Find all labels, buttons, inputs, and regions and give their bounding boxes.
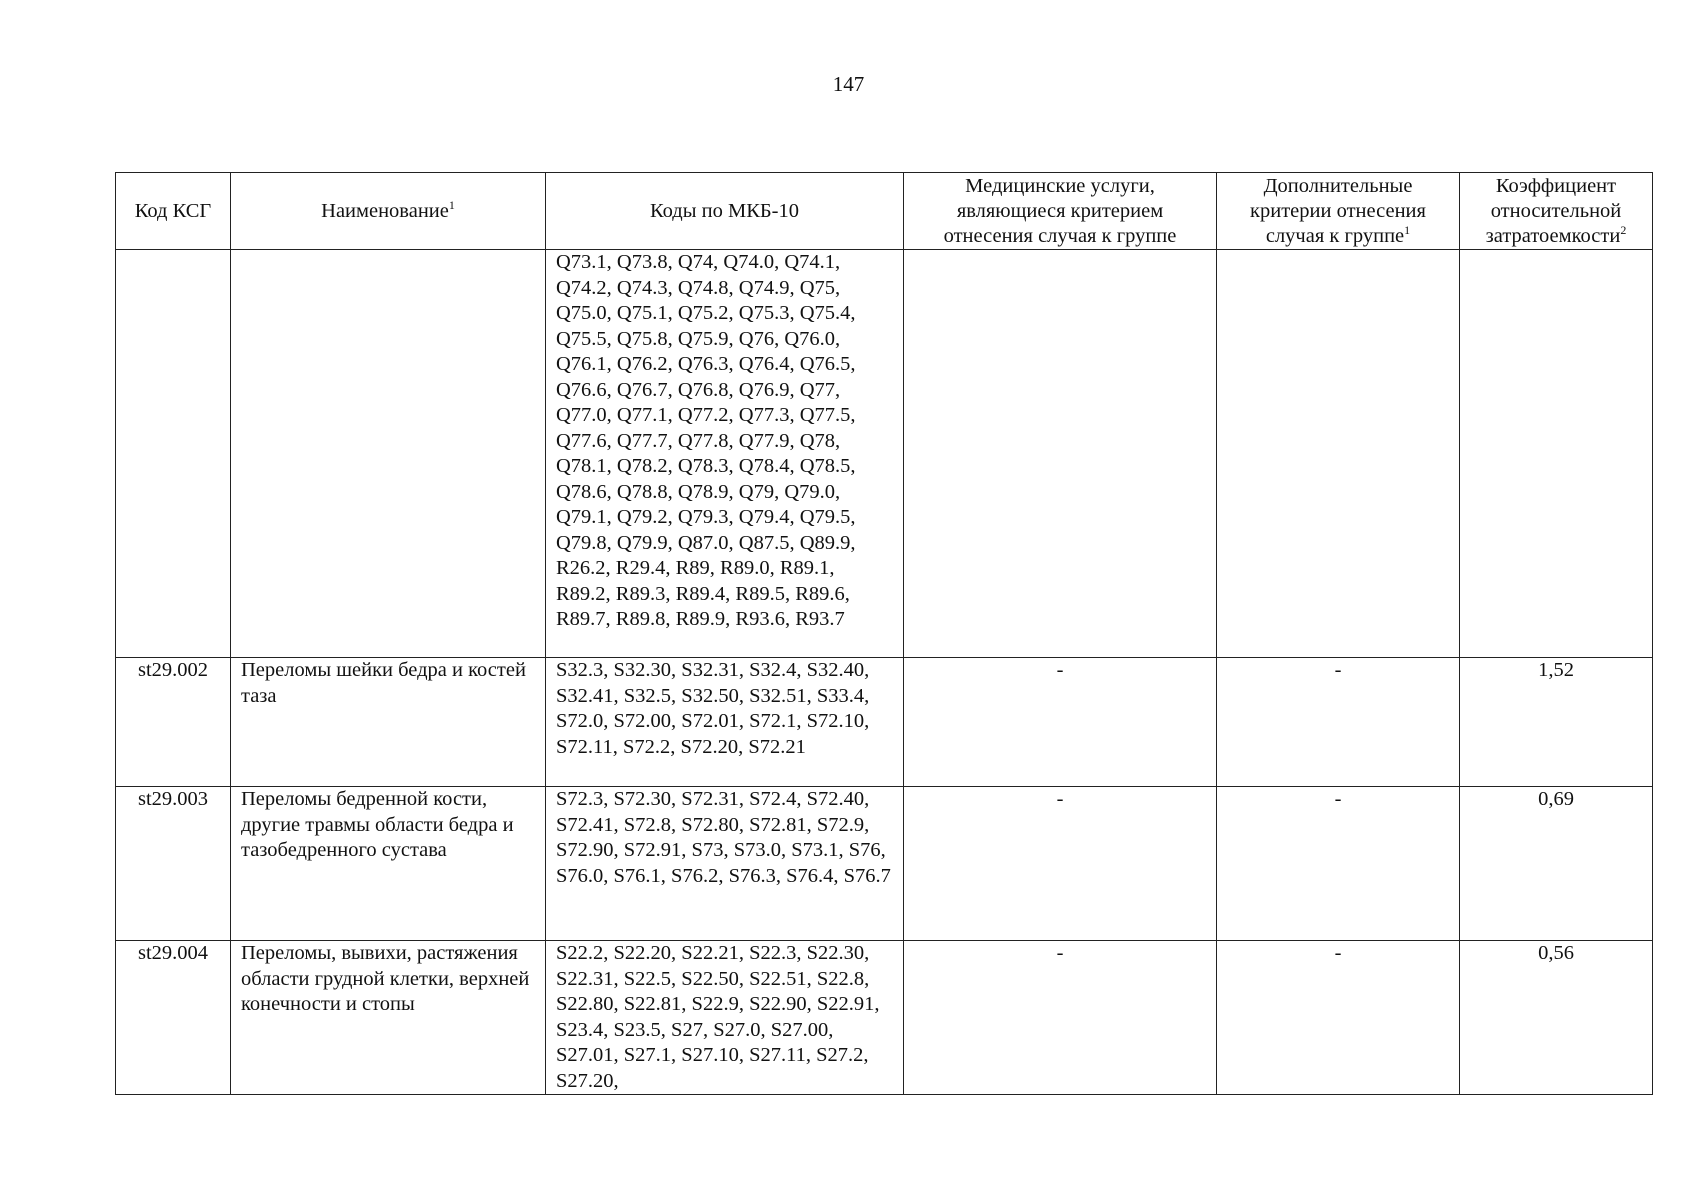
services-cell (904, 250, 1217, 658)
header-code: Код КСГ (116, 173, 231, 250)
ksg-table (115, 172, 1653, 1095)
additional-criteria-cell (1217, 250, 1460, 658)
table-row (116, 658, 1653, 787)
ksg-name-cell: Переломы шейки бедра и костей таза (231, 658, 546, 787)
coefficient-cell: 0,69 (1460, 787, 1653, 941)
ksg-name-cell: Переломы бедренной кости, другие травмы области бедра и тазобедренного сустава (231, 787, 546, 941)
header-name: Наименование$^1$ (231, 173, 546, 250)
ksg-name-cell: Переломы, вывихи, растяжения области грудной клетки, верхней конечности и стопы (231, 941, 546, 1095)
table-row (116, 941, 1653, 1095)
additional-criteria-cell: - (1217, 658, 1460, 787)
additional-criteria-cell: - (1217, 941, 1460, 1095)
footnote-marker: 1 (448, 197, 455, 212)
services-cell: - (904, 787, 1217, 941)
coefficient-cell: 1,52 (1460, 658, 1653, 787)
header-medical-services: Медицинские услуги, являющиеся критерием отнесения случая к группе (904, 173, 1217, 250)
footnote-marker: 1 (1404, 222, 1411, 237)
mkb-codes-cell: S72.3, S72.30, S72.31, S72.4, S72.40, S72.41, S72.8, S72.80, S72.81, S72.9, S72.90, S72.91, S73, S73.0, S73.1, S76, S76.0, S76.1, S76.2, S76.3, S76.4, S76.7 (546, 787, 904, 941)
header-mkb-codes: Коды по МКБ-10 (546, 173, 904, 250)
mkb-codes-cell: Q73.1, Q73.8, Q74, Q74.0, Q74.1, Q74.2, Q74.3, Q74.8, Q74.9, Q75, Q75.0, Q75.1, Q75.2, Q75.3, Q75.4, Q75.5, Q75.8, Q75.9, Q76, Q76.0, Q76.1, Q76.2, Q76.3, Q76.4, Q76.5, Q76.6, Q76.7, Q76.8, Q76.9, Q77, Q77.0, Q77.1, Q77.2, Q77.3, Q77.5, Q77.6, Q77.7, Q77.8, Q77.9, Q78, Q78.1, Q78.2, Q78.3, Q78.4, Q78.5, Q78.6, Q78.8, Q78.9, Q79, Q79.0, Q79.1, Q79.2, Q79.3, Q79.4, Q79.5, Q79.8, Q79.9, Q87.0, Q87.5, Q89.9, R26.2, R29.4, R89, R89.0, R89.1, R89.2, R89.3, R89.4, R89.5, R89.6, R89.7, R89.8, R89.9, R93.6, R93.7 (546, 250, 904, 658)
ksg-code-cell: st29.004 (116, 941, 231, 1095)
additional-criteria-cell: - (1217, 787, 1460, 941)
coefficient-cell (1460, 250, 1653, 658)
ksg-code-cell (116, 250, 231, 658)
mkb-codes-cell: S22.2, S22.20, S22.21, S22.3, S22.30, S22.31, S22.5, S22.50, S22.51, S22.8, S22.80, S22.81, S22.9, S22.90, S22.91, S23.4, S23.5, S27, S27.0, S27.00, S27.01, S27.1, S27.10, S27.11, S27.2, S27.20, (546, 941, 904, 1095)
header-additional-criteria: Дополнительные критерии отнесения случая к группе$^1$ (1217, 173, 1460, 250)
page-number: 147 (832, 72, 865, 96)
header-cost-coefficient: Коэффициент относительной затратоемкости$^2$ (1460, 173, 1653, 250)
mkb-codes-cell: S32.3, S32.30, S32.31, S32.4, S32.40, S32.41, S32.5, S32.50, S32.51, S33.4, S72.0, S72.00, S72.01, S72.1, S72.10, S72.11, S72.2, S72.20, S72.21 (546, 658, 904, 787)
table-row (116, 250, 1653, 658)
table-header-row (116, 173, 1653, 250)
footnote-marker: 2 (1620, 222, 1627, 237)
ksg-name-cell (231, 250, 546, 658)
ksg-code-cell: st29.002 (116, 658, 231, 787)
coefficient-cell: 0,56 (1460, 941, 1653, 1095)
services-cell: - (904, 658, 1217, 787)
table-row (116, 787, 1653, 941)
services-cell: - (904, 941, 1217, 1095)
ksg-code-cell: st29.003 (116, 787, 231, 941)
